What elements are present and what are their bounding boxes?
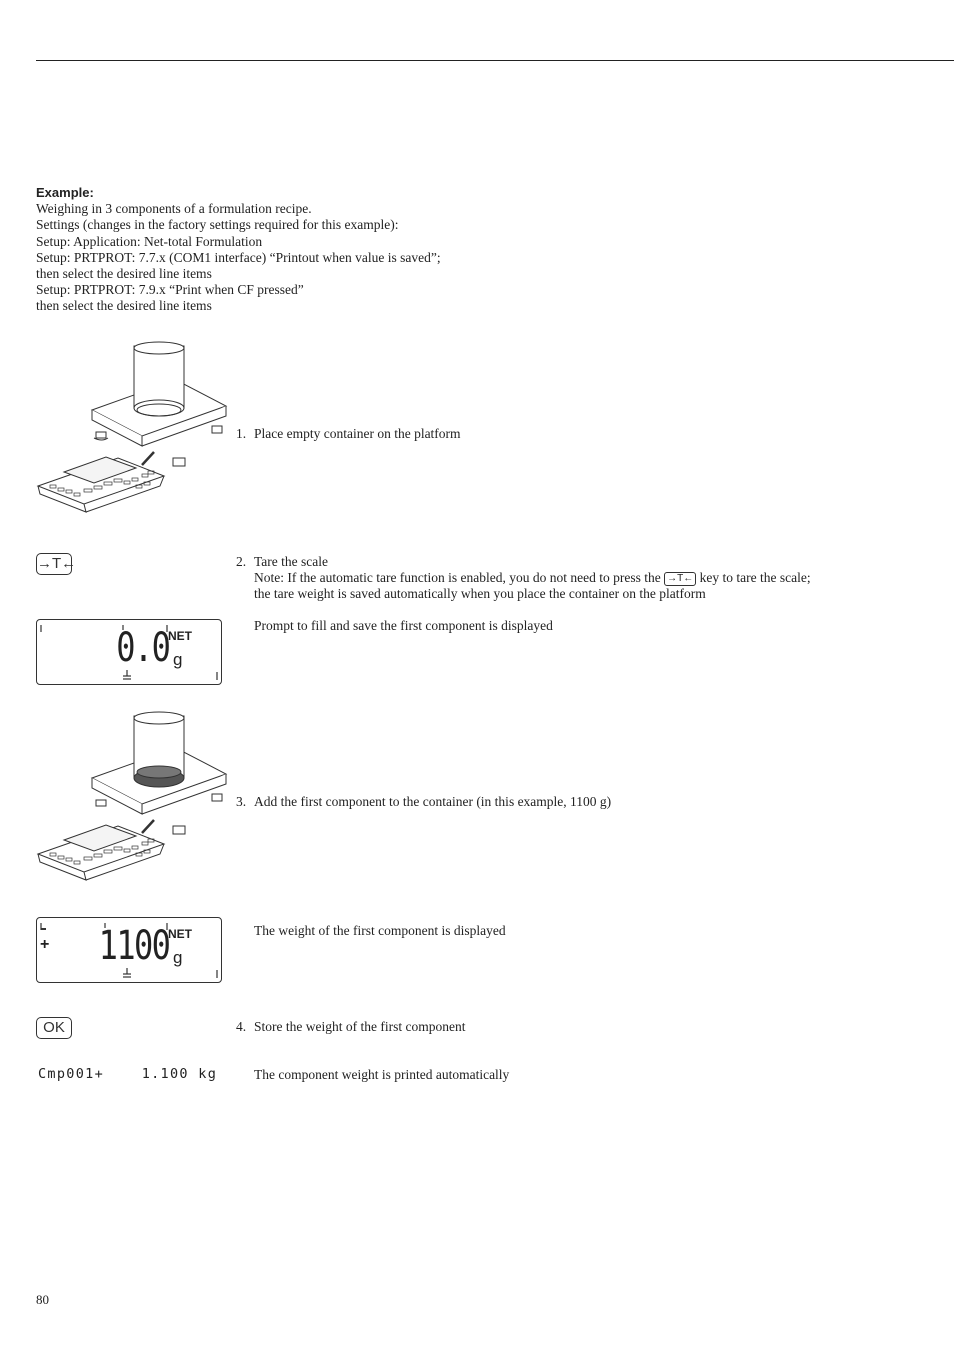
tare-note-before: Note: If the automatic tare function is enabled, you do not need to press the <box>254 570 661 585</box>
intro-line: Settings (changes in the factory settings required for this example): <box>36 217 399 233</box>
net-indicator: NET <box>168 927 192 941</box>
printout-line: Cmp001+ 1.100 kg <box>38 1066 218 1082</box>
step-2 <box>236 554 328 570</box>
step-1 <box>236 426 461 442</box>
tare-note-line-1 <box>254 570 811 586</box>
intro-line: then select the desired line items <box>36 266 212 282</box>
display-unit: g <box>173 948 183 967</box>
net-indicator: NET <box>168 629 192 643</box>
step-number: 4. <box>236 1019 247 1034</box>
header-rule <box>36 60 954 61</box>
step-3 <box>236 794 611 810</box>
tare-indicator-icon <box>123 670 131 679</box>
display-reading: 0.0 <box>116 625 169 671</box>
display-reading: 1100 <box>98 923 169 969</box>
scale-filled-container-illustration <box>36 708 236 897</box>
intro-line: then select the desired line items <box>36 298 212 314</box>
step-text: Tare the scale <box>254 554 329 569</box>
prompt-note: Prompt to fill and save the first component is displayed <box>254 618 553 633</box>
example-intro <box>36 185 441 315</box>
plus-sign: + <box>40 936 50 953</box>
display-unit: g <box>173 650 183 669</box>
weight-displayed-note: The weight of the first component is displayed <box>254 923 506 938</box>
ok-key[interactable]: OK <box>36 1017 72 1039</box>
step-text: Place empty container on the platform <box>254 426 461 441</box>
intro-line: Weighing in 3 components of a formulation recipe. <box>36 201 312 217</box>
intro-line: Setup: PRTPROT: 7.7.x (COM1 interface) “Printout when value is saved”; <box>36 249 441 265</box>
tare-key[interactable]: →T← <box>36 553 72 575</box>
scale-empty-container-illustration <box>36 340 236 529</box>
intro-line: Setup: PRTPROT: 7.9.x “Print when CF pressed” <box>36 282 304 298</box>
printed-note: The component weight is printed automatically <box>254 1067 510 1082</box>
step-text: Store the weight of the first component <box>254 1019 466 1034</box>
page-number: 80 <box>36 1292 49 1307</box>
weight-display-zero <box>36 619 222 685</box>
step-number: 1. <box>236 426 247 441</box>
step-number: 2. <box>236 554 247 569</box>
step-number: 3. <box>236 794 247 809</box>
intro-line: Setup: Application: Net-total Formulation <box>36 233 263 249</box>
tare-indicator-icon <box>123 968 131 977</box>
tare-note-line-2: the tare weight is saved automatically when you place the container on the platform <box>254 586 706 601</box>
step-text: Add the first component to the container (in this example, 1100 g) <box>254 794 612 809</box>
tare-keycap-icon: →T← <box>664 572 696 586</box>
step-4 <box>236 1019 465 1035</box>
weight-display-component <box>36 917 222 983</box>
tare-note-after: key to tare the scale; <box>699 570 811 585</box>
example-heading: Example: <box>36 185 94 200</box>
